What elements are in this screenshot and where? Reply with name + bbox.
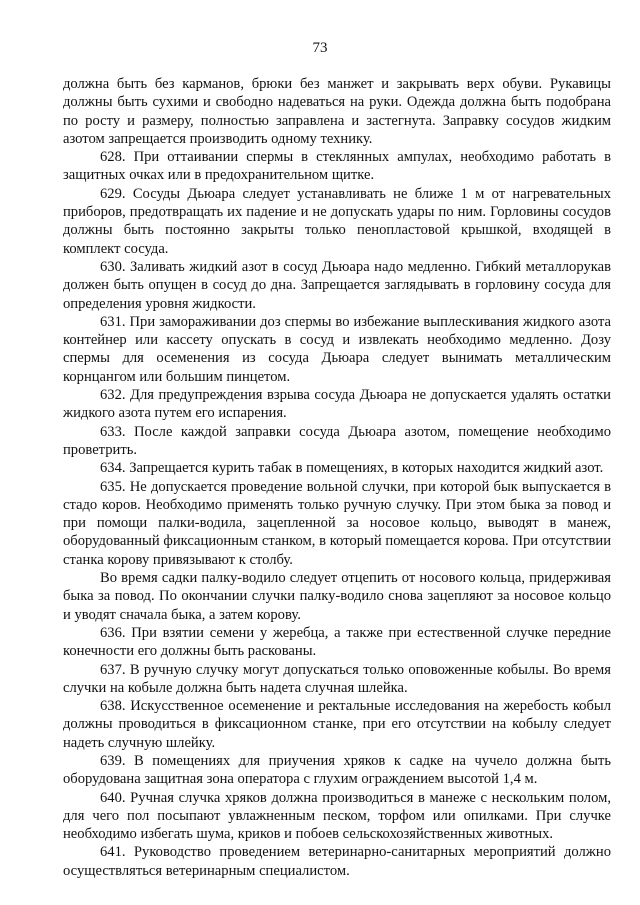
paragraph-635-continued: Во время садки палку-водило следует отцепить от носового кольца, придерживая быка за повод. По окончании случки палку-водило снова зацепляют за носовое кольцо и уводят сначала быка, а затем корову. — [63, 570, 611, 623]
paragraph-635: 635. Не допускается проведение вольной случки, при которой бык выпускается в стадо коров. Необходимо применять только ручную случку. При этом быка за повод и при помощи палки-водила, зацепленной за носовое кольцо, выводят в манеж, оборудованный фиксационным станком, в который помещается корова. При отсутствии станка корову привязывают к столбу. — [63, 478, 611, 568]
paragraph-631: 631. При замораживании доз спермы во избежание выплескивания жидкого азота контейнер или кассету опускать в сосуд и извлекать необходимо медленно. Дозу спермы для осеменения из сосуда Дьюара следует вынимать металлическим корнцангом или большим пинцетом. — [63, 313, 611, 385]
paragraph-629: 629. Сосуды Дьюара следует устанавливать не ближе 1 м от нагревательных приборов, предотвращать их падение и не допускать удары по ним. Горловины сосудов должны быть постоянно закрыты только пенопластовой крышкой, входящей в комплект сосуда. — [63, 185, 611, 257]
paragraph-632: 632. Для предупреждения взрыва сосуда Дьюара не допускается удалять остатки жидкого азота путем его испарения. — [63, 387, 611, 422]
paragraph-630: 630. Заливать жидкий азот в сосуд Дьюара надо медленно. Гибкий металлорукав должен быть опущен в сосуд до дна. Запрещается заглядывать в горловину сосуда для определения уровня жидкости. — [63, 258, 611, 312]
paragraph-633: 633. После каждой заправки сосуда Дьюара азотом, помещение необходимо проветрить. — [63, 423, 611, 458]
paragraph-640: 640. Ручная случка хряков должна производиться в манеже с нескольким полом, для чего пол посыпают увлажненным песком, торфом или опилками. При случке необходимо избегать шума, криков и побоев сельскохозяйственных животных. — [63, 789, 611, 843]
paragraph-636: 636. При взятии семени у жеребца, а также при естественной случке передние конечности его должны быть раскованы. — [63, 624, 611, 660]
paragraph-continuation: должна быть без карманов, брюки без манжет и закрывать верх обуви. Рукавицы должны быть сухими и свободно надеваться на руки. Одежда должна быть подобрана по росту и размеру, полностью заправлена и застегнута. Заправку сосудов жидким азотом запрещается производить одному технику. — [63, 76, 611, 147]
document-body — [63, 75, 611, 880]
paragraph-637: 637. В ручную случку могут допускаться только оповоженные кобылы. Во время случки на кобыле должна быть надета случная шлейка. — [63, 661, 611, 696]
page-number: 73 — [312, 40, 328, 56]
paragraph-638: 638. Искусственное осеменение и ректальные исследования на жеребость кобыл должны проводиться в фиксационном станке, при его отсутствии на кобылу следует надеть случную шлейку. — [63, 698, 611, 751]
paragraph-639: 639. В помещениях для приучения хряков к садке на чучело должна быть оборудована защитная зона оператора с глухим ограждением высотой 1,4 м. — [63, 752, 611, 788]
paragraph-628: 628. При оттаивании спермы в стеклянных ампулах, необходимо работать в защитных очках или в предохранительном щитке. — [63, 149, 611, 184]
paragraph-634: 634. Запрещается курить табак в помещениях, в которых находится жидкий азот. — [100, 460, 604, 477]
paragraph-641: 641. Руководство проведением ветеринарно-санитарных мероприятий должно осуществляться ветеринарным специалистом. — [63, 844, 611, 879]
